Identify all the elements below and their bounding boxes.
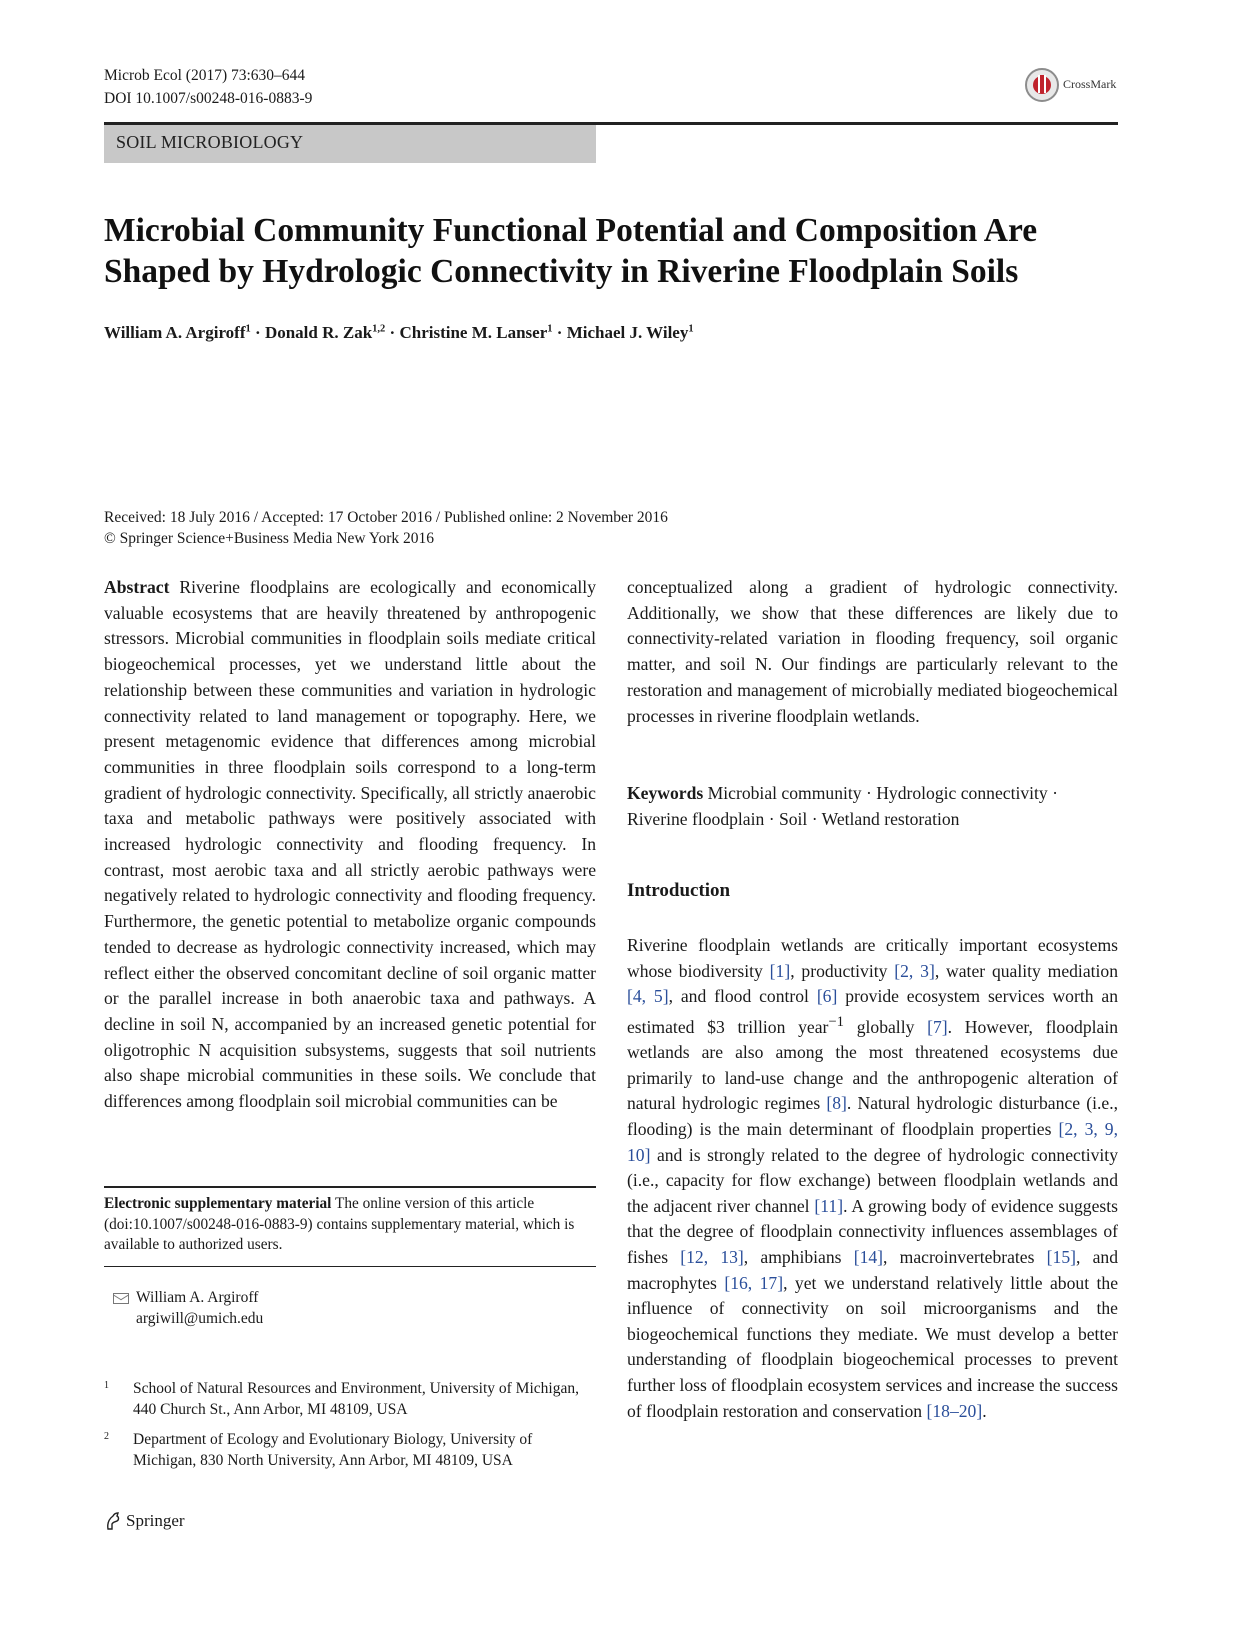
- intro-text-run: , amphibians: [743, 1246, 854, 1267]
- citation-link[interactable]: [4, 5]: [627, 986, 669, 1007]
- journal-line: Microb Ecol (2017) 73:630–644: [104, 67, 306, 84]
- esm-rule: [104, 1186, 596, 1188]
- author-affiliation-mark: 1: [547, 323, 553, 335]
- intro-text-run: Riverine floodplain wetlands are critically important ecosystems whose biodiversity: [627, 935, 1118, 981]
- citation-link[interactable]: [18–20]: [926, 1400, 983, 1421]
- affiliation-2: Department of Ecology and Evolutionary Biology, University of Michigan, 830 North University, Ann Arbor, MI 48109, USA: [133, 1431, 533, 1469]
- citation-link[interactable]: [1]: [769, 960, 791, 981]
- section-banner: [104, 125, 596, 163]
- crossmark-icon: [1025, 68, 1059, 102]
- affiliation-1: School of Natural Resources and Environment, University of Michigan, 440 Church St., Ann Arbor, MI 48109, USA: [133, 1380, 579, 1418]
- journal-citation: [104, 64, 312, 110]
- crossmark-label: CrossMark: [1063, 77, 1117, 91]
- dates-line: Received: 18 July 2016 / Accepted: 17 October 2016 / Published online: 2 November 2016: [104, 509, 668, 526]
- keywords-label: Keywords: [627, 783, 704, 803]
- citation-link[interactable]: [14]: [853, 1246, 884, 1267]
- author-separator: ·: [250, 323, 265, 342]
- author-affiliation-mark: 1: [688, 323, 694, 335]
- author-affiliation-mark: 1,2: [372, 323, 386, 335]
- intro-text-run: , and flood control: [668, 986, 817, 1007]
- author-separator: ·: [385, 323, 400, 342]
- copyright-line: © Springer Science+Business Media New York 2016: [104, 530, 435, 547]
- abstract-label: Abstract: [104, 577, 170, 597]
- citation-link[interactable]: [7]: [927, 1016, 948, 1037]
- introduction-text: [627, 933, 1118, 1424]
- author-name[interactable]: Michael J. Wiley: [566, 323, 689, 342]
- supplementary-note: [104, 1194, 596, 1256]
- citation-link[interactable]: [8]: [826, 1093, 847, 1114]
- author-list: [104, 323, 694, 343]
- keywords: [627, 780, 1118, 832]
- author-name[interactable]: Donald R. Zak: [264, 323, 373, 342]
- abstract-text-left: Riverine floodplains are ecologically and economically valuable ecosystems that are heavily threatened by anthropogenic stressors. Microbial communities in floodplain soils mediate critical biogeochemical processes, yet we understand little about the relationship between these communities and variation in hydrologic connectivity related to land management or topography. Here, we present metagenomic evidence that differences among microbial communities in three floodplain soils correspond to a long-term gradient of hydrologic connectivity. Specifically, all strictly anaerobic taxa and metabolic pathways were positively associated with increased hydrologic connectivity and flooding frequency. In contrast, most aerobic taxa and all strictly aerobic pathways were negatively related to hydrologic connectivity and flooding frequency. Furthermore, the genetic potential to metabolize organic compounds tended to decrease as hydrologic connectivity increased, which may reflect either the observed concomitant decline of soil organic matter or the parallel increase in both anaerobic taxa and pathways. A decline in soil N, accompanied by an increased genetic potential for oligotrophic N acquisition subsystems, suggests that soil nutrients also shape microbial communities in these soils. We conclude that differences among floodplain soil microbial communities can be: [104, 577, 596, 1112]
- abstract-left: [104, 575, 596, 1115]
- introduction-heading: Introduction: [627, 880, 731, 901]
- affiliation-number: 2: [104, 1431, 109, 1442]
- author-separator: ·: [552, 323, 567, 342]
- intro-text-run: . Natural hydrologic disturbance (i.e., flooding) is the main determinant of floodplain properties: [627, 1093, 1118, 1140]
- esm-text: The online version of this article (doi:10.1007/s00248-016-0883-9) contains supplementary material, which is available to authorized users.: [104, 1195, 575, 1253]
- keywords-text: Microbial community · Hydrologic connectivity · Riverine floodplain · Soil · Wetland restoration: [627, 783, 1058, 829]
- affiliation-number: 1: [104, 1380, 109, 1391]
- intro-text-run: , water quality mediation: [934, 960, 1118, 981]
- citation-link[interactable]: [6]: [816, 986, 838, 1007]
- intro-text-run: , productivity: [790, 960, 895, 981]
- intro-text-run: provide ecosystem services worth an estimated $3 trillion year: [627, 986, 1118, 1037]
- corresponding-author: [136, 1287, 263, 1329]
- citation-link[interactable]: [11]: [814, 1195, 844, 1216]
- intro-text-run: .: [982, 1400, 987, 1421]
- section-label: SOIL MICROBIOLOGY: [116, 132, 304, 152]
- citation-link[interactable]: [2, 3]: [894, 960, 935, 981]
- publisher-name: Springer: [126, 1511, 185, 1530]
- springer-horse-icon: [104, 1511, 122, 1531]
- intro-text-run: , yet we understand relatively little about the influence of connectivity on soil microorganisms and the biogeochemical functions they mediate. We must develop a better understanding of floodplain biogeochemical processes to prevent further loss of floodplain ecosystem services and increase the success of floodplain restoration and conservation: [627, 1272, 1119, 1421]
- intro-text-run: globally: [843, 1016, 928, 1037]
- crossmark-badge[interactable]: [1025, 68, 1145, 108]
- envelope-icon: [113, 1293, 129, 1304]
- contact-name: William A. Argiroff: [136, 1289, 259, 1306]
- author-name[interactable]: William A. Argiroff: [104, 323, 246, 342]
- article-title: Microbial Community Functional Potential and Composition Are Shaped by Hydrologic Connectivity in Riverine Floodplain Soils: [104, 212, 1038, 290]
- citation-link[interactable]: [15]: [1046, 1246, 1076, 1267]
- intro-text-run: . A growing body of evidence suggests that the degree of floodplain connectivity influences assemblages of fishes: [627, 1195, 1118, 1267]
- intro-text-run: , and macrophytes: [627, 1246, 1118, 1293]
- author-name[interactable]: Christine M. Lanser: [399, 323, 548, 342]
- intro-text-run: . However, floodplain wetlands are also among the most threatened ecosystems due primarily to land-use change and the anthropogenic alteration of natural hydrologic regimes: [627, 1016, 1118, 1114]
- contact-rule: [104, 1266, 596, 1267]
- intro-text-run: and is strongly related to the degree of hydrologic connectivity (i.e., capacity for flow exchange) between floodplain wetlands and the adjacent river channel: [627, 1144, 1118, 1216]
- publication-dates: [104, 507, 668, 549]
- citation-link[interactable]: [2, 3, 9, 10]: [627, 1119, 1118, 1165]
- contact-email[interactable]: argiwill@umich.edu: [136, 1310, 264, 1327]
- doi-line: DOI 10.1007/s00248-016-0883-9: [104, 90, 313, 107]
- superscript: −1: [828, 1013, 844, 1030]
- citation-link[interactable]: [16, 17]: [724, 1272, 784, 1293]
- abstract-text-right: conceptualized along a gradient of hydrologic connectivity. Additionally, we show that these differences are likely due to connectivity-related variation in flooding frequency, soil organic matter, and soil N. Our findings are particularly relevant to the restoration and management of microbially mediated biogeochemical processes in riverine floodplain wetlands.: [627, 577, 1118, 726]
- intro-text-run: , macroinvertebrates: [883, 1246, 1047, 1267]
- esm-label: Electronic supplementary material: [104, 1195, 332, 1212]
- author-affiliation-mark: 1: [245, 323, 251, 335]
- abstract-right: [627, 575, 1118, 729]
- citation-link[interactable]: [12, 13]: [680, 1246, 744, 1267]
- publisher-footer: [104, 1511, 185, 1531]
